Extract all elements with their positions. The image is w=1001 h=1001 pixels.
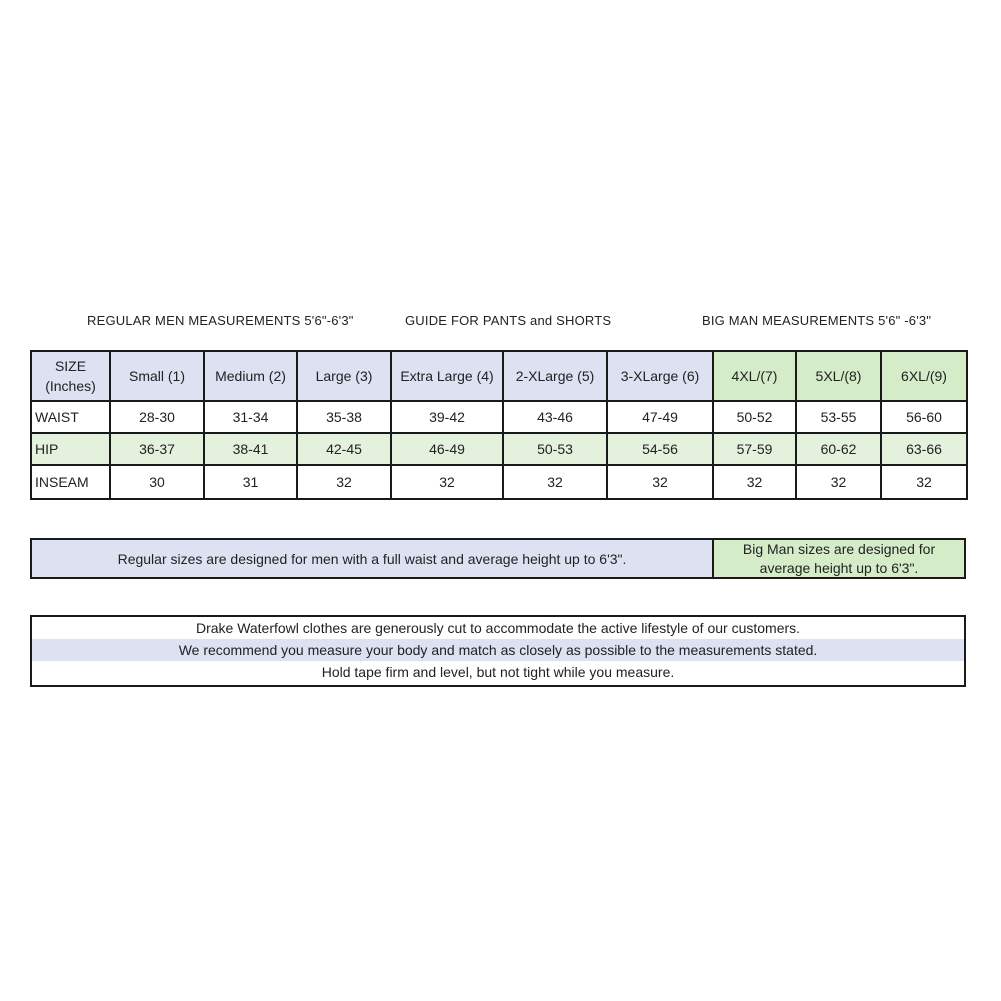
table-cell: 56-60 bbox=[881, 401, 967, 433]
table-cell: 54-56 bbox=[607, 433, 713, 465]
size-header-row bbox=[31, 351, 967, 401]
waist-label: WAIST bbox=[31, 401, 110, 433]
big-man-size-note bbox=[714, 540, 964, 577]
inseam-label: INSEAM bbox=[31, 465, 110, 499]
size-chart-table bbox=[30, 350, 968, 500]
size-header-cell: Extra Large (4) bbox=[391, 351, 503, 401]
table-cell: 32 bbox=[607, 465, 713, 499]
table-cell: 47-49 bbox=[607, 401, 713, 433]
table-cell: 35-38 bbox=[297, 401, 391, 433]
hip-row bbox=[31, 433, 967, 465]
table-cell: 50-53 bbox=[503, 433, 607, 465]
info-line: Drake Waterfowl clothes are generously cut to accommodate the active lifestyle of our customers. bbox=[195, 620, 801, 636]
table-cell: 32 bbox=[796, 465, 881, 499]
table-cell: 43-46 bbox=[503, 401, 607, 433]
big-size-header-cell: 4XL/(7) bbox=[713, 351, 796, 401]
table-cell: 36-37 bbox=[110, 433, 204, 465]
size-note-box bbox=[30, 538, 966, 579]
table-cell: 32 bbox=[391, 465, 503, 499]
table-cell: 42-45 bbox=[297, 433, 391, 465]
table-cell: 53-55 bbox=[796, 401, 881, 433]
size-label: SIZE bbox=[54, 358, 87, 374]
size-header-cell: Small (1) bbox=[110, 351, 204, 401]
hip-label: HIP bbox=[31, 433, 110, 465]
regular-size-note: Regular sizes are designed for men with a full waist and average height up to 6'3". bbox=[32, 540, 714, 577]
table-cell: 32 bbox=[713, 465, 796, 499]
size-header-cell: 3-XLarge (6) bbox=[607, 351, 713, 401]
table-cell: 30 bbox=[110, 465, 204, 499]
info-line: Hold tape firm and level, but not tight while you measure. bbox=[321, 664, 675, 680]
inseam-row bbox=[31, 465, 967, 499]
table-cell: 32 bbox=[503, 465, 607, 499]
table-cell: 38-41 bbox=[204, 433, 297, 465]
big-man-note-line: Big Man sizes are designed for bbox=[742, 540, 936, 557]
big-man-note-line: average height up to 6'3". bbox=[759, 559, 919, 576]
size-header-cell: Medium (2) bbox=[204, 351, 297, 401]
table-cell: 28-30 bbox=[110, 401, 204, 433]
size-header-cell: 2-XLarge (5) bbox=[503, 351, 607, 401]
table-cell: 60-62 bbox=[796, 433, 881, 465]
table-cell: 39-42 bbox=[391, 401, 503, 433]
measuring-info-box bbox=[30, 615, 966, 687]
table-cell: 32 bbox=[297, 465, 391, 499]
table-cell: 46-49 bbox=[391, 433, 503, 465]
size-header-cell: Large (3) bbox=[297, 351, 391, 401]
info-line: We recommend you measure your body and match as closely as possible to the measurements stated. bbox=[32, 639, 964, 661]
big-size-header-cell: 5XL/(8) bbox=[796, 351, 881, 401]
table-cell: 57-59 bbox=[713, 433, 796, 465]
table-cell: 50-52 bbox=[713, 401, 796, 433]
table-cell: 31 bbox=[204, 465, 297, 499]
regular-measurements-heading: REGULAR MEN MEASUREMENTS 5'6"-6'3" bbox=[87, 313, 354, 328]
big-size-header-cell: 6XL/(9) bbox=[881, 351, 967, 401]
inches-label: (Inches) bbox=[45, 378, 96, 394]
big-man-measurements-heading: BIG MAN MEASUREMENTS 5'6" -6'3" bbox=[702, 313, 932, 328]
guide-heading: GUIDE FOR PANTS and SHORTS bbox=[405, 313, 612, 328]
size-inches-header bbox=[31, 351, 110, 401]
waist-row bbox=[31, 401, 967, 433]
table-cell: 32 bbox=[881, 465, 967, 499]
table-cell: 63-66 bbox=[881, 433, 967, 465]
table-cell: 31-34 bbox=[204, 401, 297, 433]
